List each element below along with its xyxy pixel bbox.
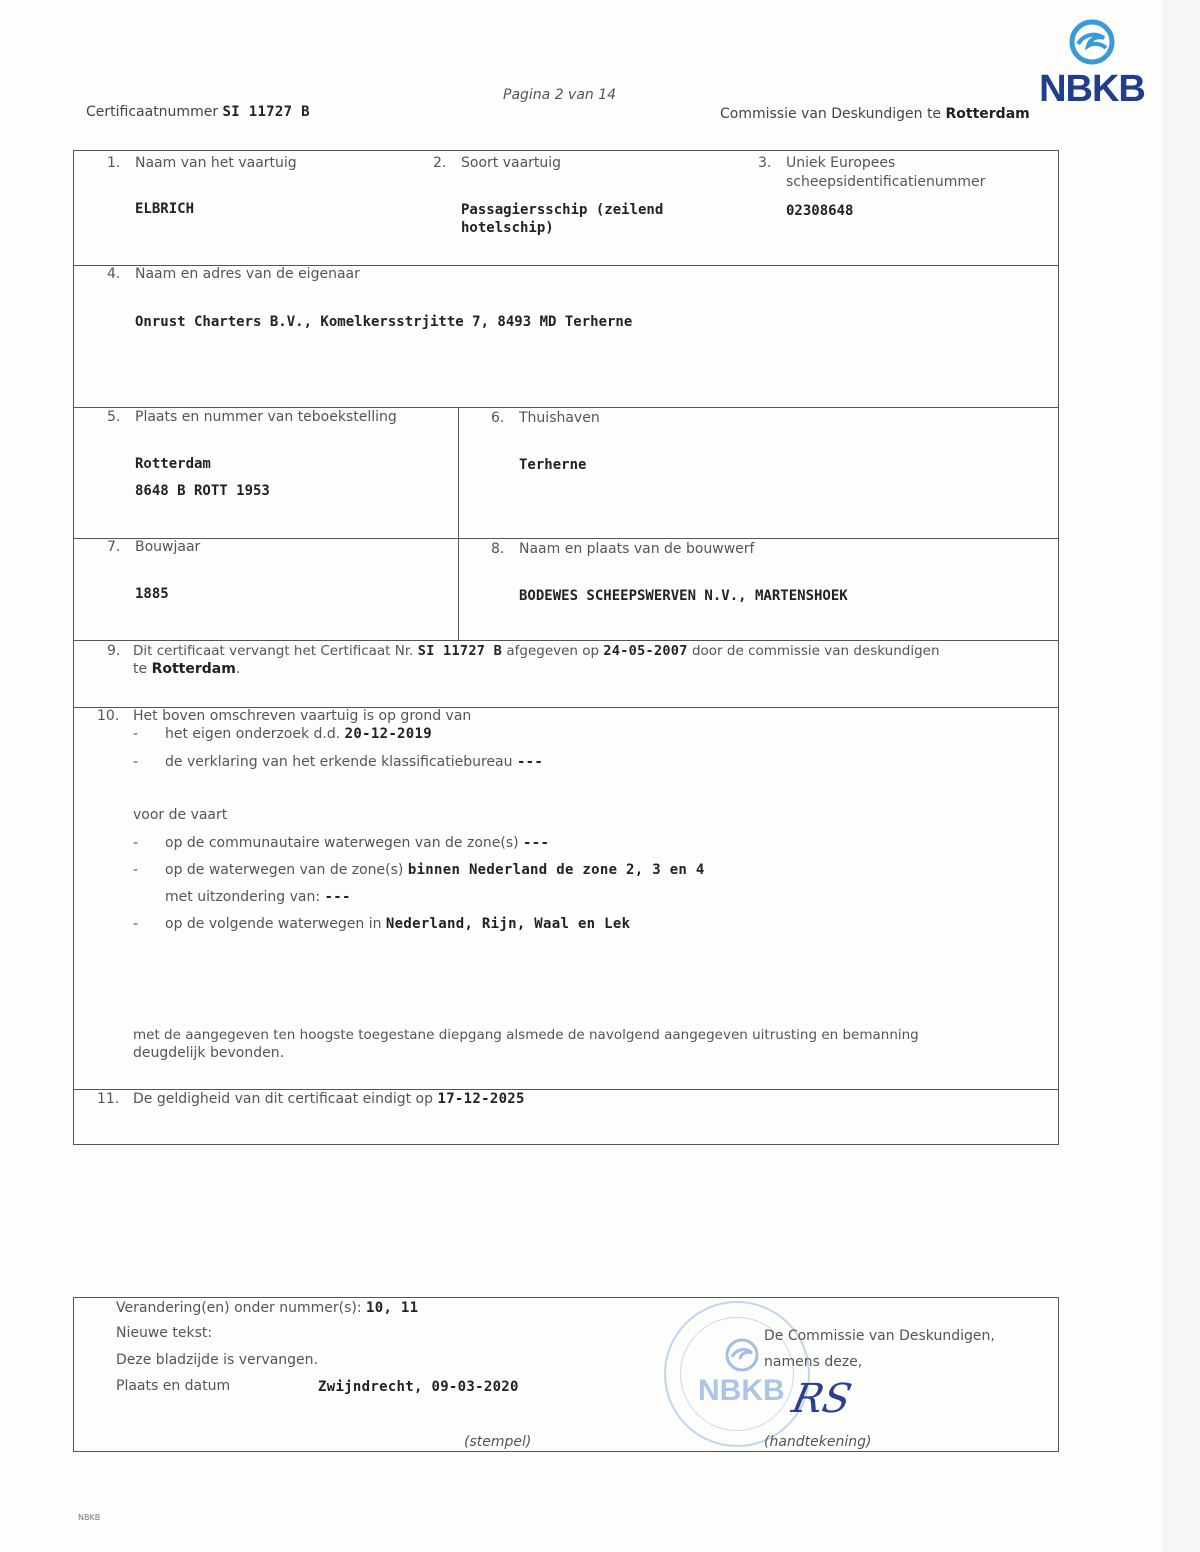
field-10-number: 10. [97,708,120,724]
certificate-number: Certificaatnummer SI 11727 B [86,104,310,120]
build-year: 1885 [135,586,169,602]
home-port: Terherne [519,457,587,473]
wave-logo-icon [1036,18,1148,68]
nbkb-logo [1036,18,1148,110]
field-10-intro: Het boven omschreven vaartuig is op grond van [133,708,472,724]
footer-mark: NBKB [78,1513,101,1522]
replacement-city-line: te Rotterdam. [133,661,241,677]
signature: RS [788,1376,856,1422]
bullet-community-waterways: - op de communautaire waterwegen van de zone(s) --- [133,835,550,851]
field-11-number: 11. [97,1091,120,1107]
new-text-label: Nieuwe tekst: [116,1325,213,1341]
bullet-zone-waterways: - op de waterwegen van de zone(s) binnen Nederland de zone 2, 3 en 4 [133,862,705,878]
owner-name-address: Onrust Charters B.V., Komelkersstrjitte 7, 8493 MD Terherne [135,314,633,330]
place-date-label: Plaats en datum [116,1378,231,1394]
page-indicator: Pagina 2 van 14 [503,87,617,103]
registration-number: 8648 B ROTT 1953 [135,483,270,499]
field-3-label-line2: scheepsidentificatienummer [786,174,986,190]
closing-line-2: deugdelijk bevonden. [133,1045,285,1061]
european-vessel-id: 02308648 [786,203,854,219]
field-9-number: 9. [107,643,121,659]
bullet-own-survey: - het eigen onderzoek d.d. 20-12-2019 [133,726,432,742]
row-divider [74,640,1058,641]
stamp-text: NBKB [698,1374,785,1407]
field-5-label: Plaats en nummer van teboekstelling [135,409,397,425]
exception-line: met uitzondering van: --- [165,889,351,905]
certificate-table [73,150,1059,1145]
validity-statement: De geldigheid van dit certificaat eindigt op 17-12-2025 [133,1091,525,1107]
stamp-caption: (stempel) [464,1434,532,1450]
row-divider [74,1089,1058,1090]
signature-caption: (handtekening) [764,1434,872,1450]
field-8-label: Naam en plaats van de bouwwerf [519,541,755,557]
bullet-classification: - de verklaring van het erkende klassificatiebureau --- [133,754,544,770]
replacement-statement: Dit certificaat vervangt het Certificaat Nr. SI 11727 B afgegeven op 24-05-2007 door de commissie van deskundigen [133,643,940,659]
logo-text: NBKB [1039,68,1145,110]
vessel-name: ELBRICH [135,201,195,217]
change-record-box [73,1297,1059,1452]
field-4-number: 4. [107,266,121,282]
field-6-label: Thuishaven [519,410,600,426]
vessel-type-line1: Passagiersschip (zeilend [461,202,664,218]
commission-signoff-line2: namens deze, [764,1354,863,1370]
commission-header: Commissie van Deskundigen te Rotterdam [720,106,1030,122]
row-divider [74,538,1058,539]
registration-place: Rotterdam [135,456,211,472]
field-2-label: Soort vaartuig [461,155,562,171]
field-6-number: 6. [491,410,505,426]
commission-signoff-line1: De Commissie van Deskundigen, [764,1328,995,1344]
field-5-number: 5. [107,409,121,425]
row-divider [74,407,1058,408]
field-7-label: Bouwjaar [135,539,201,555]
voor-de-vaart: voor de vaart [133,807,228,823]
shipyard: BODEWES SCHEEPSWERVEN N.V., MARTENSHOEK [519,588,848,604]
field-3-number: 3. [758,155,772,171]
page-edge [1162,0,1200,1552]
stamp-wave-icon [722,1335,762,1375]
field-8-number: 8. [491,541,505,557]
field-1-number: 1. [107,155,121,171]
vessel-type-line2: hotelschip) [461,220,554,236]
closing-line-1: met de aangegeven ten hoogste toegestane diepgang alsmede de navolgend aangegeven uitrusting en bemanning [133,1027,919,1043]
place-date-value: Zwijndrecht, 09-03-2020 [318,1379,519,1395]
changed-numbers-line: Verandering(en) onder nummer(s): 10, 11 [116,1300,419,1316]
field-4-label: Naam en adres van de eigenaar [135,266,360,282]
column-divider [458,407,459,640]
bullet-named-waterways: - op de volgende waterwegen in Nederland, Rijn, Waal en Lek [133,916,631,932]
field-2-number: 2. [433,155,447,171]
field-3-label-line1: Uniek Europees [786,155,896,171]
field-7-number: 7. [107,539,121,555]
page-replaced-label: Deze bladzijde is vervangen. [116,1352,318,1368]
field-1-label: Naam van het vaartuig [135,155,297,171]
